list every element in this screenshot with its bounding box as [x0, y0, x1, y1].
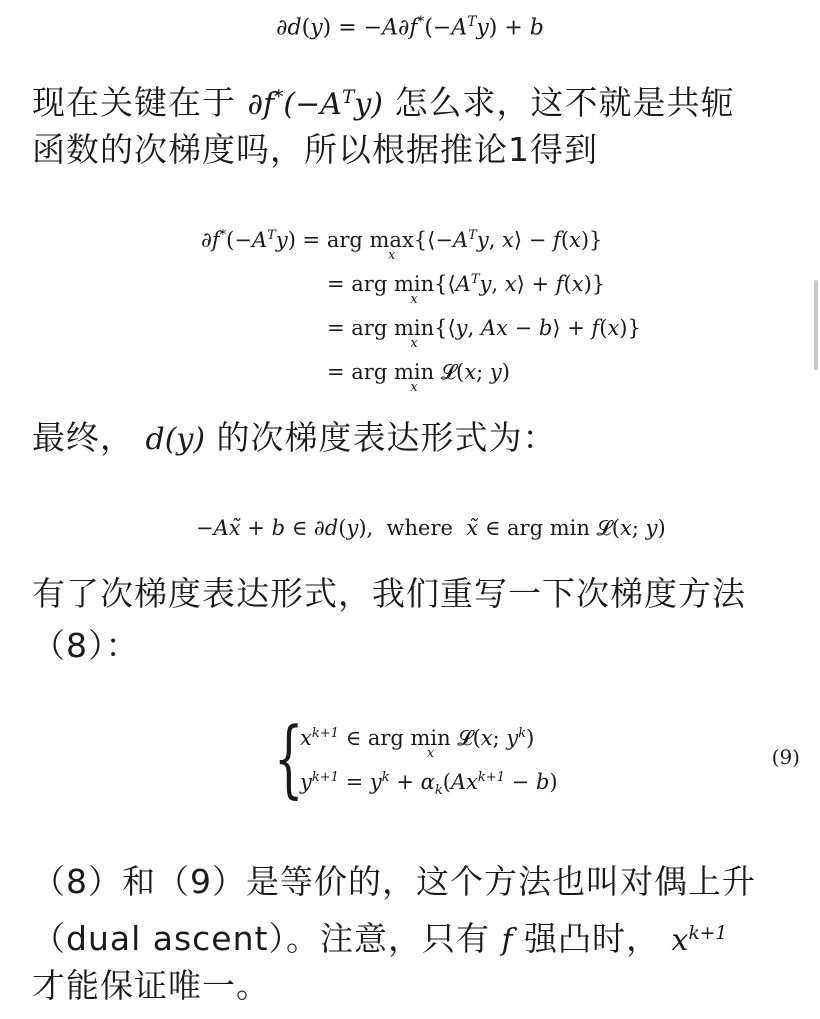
system-brace: { — [274, 709, 304, 807]
p2-inline-math: d(y) — [145, 422, 206, 457]
paragraph-1-line-2: 函数的次梯度吗，所以根据推论1得到 — [32, 130, 598, 169]
equation-subgradient: −Ax̃ + b ∈ ∂d(y), where x̃ ∈ arg min 𝓛(x; y) — [196, 516, 666, 540]
paragraph-4-line-3: 才能保证唯一。 — [32, 966, 270, 1005]
equation-conjugate-line-2: = arg min x {$⟨A^Ty$, x⟩ + f(x)} — [327, 272, 606, 307]
paragraph-3-line-2: （8）： — [32, 626, 140, 665]
p2-suffix: 的次梯度表达形式为： — [205, 418, 557, 457]
equation-number: (9) — [771, 745, 800, 769]
scrollbar-thumb[interactable] — [814, 280, 818, 370]
paragraph-2 — [32, 418, 557, 460]
p4-mid: 强凸时， — [512, 919, 672, 958]
paragraph-4-line-2 — [32, 914, 727, 961]
equation-conjugate-line-3: = arg min x {⟨y, Ax − b⟩ + f(x)} — [327, 316, 641, 351]
equation-conjugate-line-4: = arg min x 𝓛(x; y) — [327, 360, 510, 395]
p2-prefix: 最终， — [32, 418, 146, 457]
p1-inline-math: $\partial f^*(-A^Ty)$ — [247, 87, 384, 122]
p4-prefix: （dual ascent）。注意，只有 — [32, 919, 502, 958]
equation-system-line-2: $y^{k+1} = y^k + \alpha_k(Ax^{k+1} - b)$ — [300, 770, 558, 799]
p1-prefix: 现在关键在于 — [32, 83, 248, 122]
equation-dual-subgradient: $\partial d(y) = -A\partial f^*(-A^Ty) + b$ — [276, 14, 544, 41]
equation-conjugate-line-1: $\partial f^*(-A^Ty)$ = arg max x {$⟨-A^Ty$, x⟩ − f(x)} — [201, 228, 603, 263]
paragraph-4-line-1: （8）和（9）是等价的，这个方法也叫对偶上升 — [32, 862, 756, 901]
p4-inline-math-f: f — [501, 923, 513, 958]
equation-system-line-1: $x^{k+1}$ ∈ arg min x 𝓛(x; $y^k$) — [300, 726, 535, 761]
paragraph-1-line-1 — [32, 78, 735, 125]
paragraph-3-line-1: 有了次梯度表达形式，我们重写一下次梯度方法 — [32, 574, 746, 613]
p1-suffix: 怎么求，这不就是共轭 — [383, 83, 735, 122]
p4-inline-math-x: $x^{k+1}$ — [671, 923, 728, 958]
